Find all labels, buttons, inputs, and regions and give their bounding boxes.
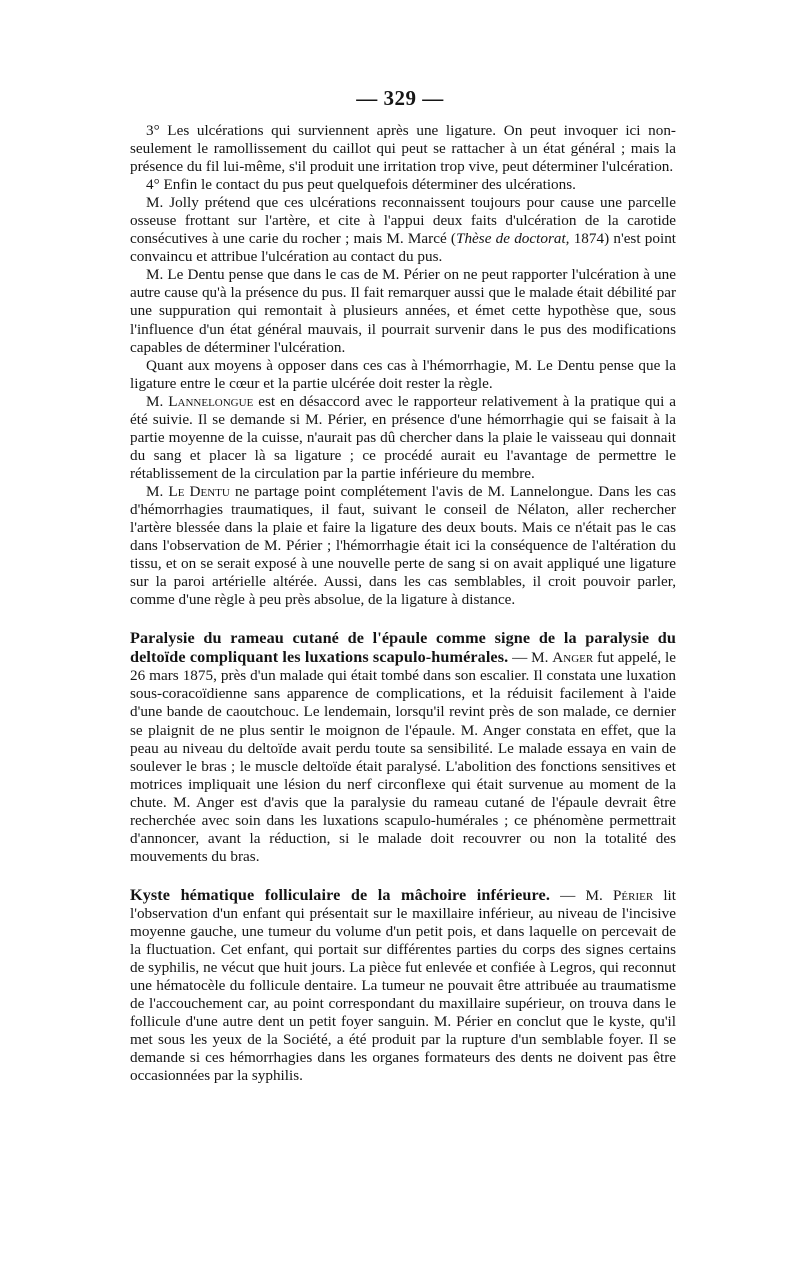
author-anger: Anger [552,649,594,667]
paragraph-ulceration-ligature: 3° Les ulcérations qui surviennent après une ligature. On peut invoquer ici non-seulement le ramollissement du caillot qui peut se rattacher à un état général ; mais la présence du fil lui-même, s'il produit une irritation trop vive, peut déterminer l'ulcération. [130,122,676,176]
section-paralysie-rameau-cutane [130,629,676,866]
paragraph-le-dentu-pus: M. Le Dentu pense que dans le cas de M. Périer on ne peut rapporter l'ulcération à une autre cause qu'à la présence du pus. Il fait remarquer aussi que le malade était débilité par une suppuration qui remontait à plusieurs années, et émet cette hypothèse que, sous l'influence d'un état général mauvais, il pourrait survenir dans le pus des modifications capables de déterminer l'ulcération. [130,266,676,356]
jolly-text-b: 1874) n'est point convaincu et attribue l'ulcération au contact du pus. [130,230,677,266]
paragraph-jolly [130,194,676,266]
lannelongue-lead: M. [146,392,169,410]
section2-dash: — M. [549,886,613,904]
section-heading-paralysie: Paralysie du rameau cutané de l'épaule comme signe de la paralysie du deltoïde compliquant les luxations scapulo-humérales. [130,629,676,667]
section-kyste-hematique [130,886,676,1086]
author-perier: Périer [612,886,654,904]
author-lannelongue: Lannelongue [168,392,254,410]
these-de-doctorat: Thèse de doctorat, [456,230,570,248]
body-text [130,122,676,1085]
paragraph-le-dentu-reply [130,483,676,609]
section1-dash: — M. [508,649,553,667]
jolly-text-a: M. Jolly prétend que ces ulcérations reconnaissent toujours pour cause une parcelle osseuse frottant sur l'artère, et cite à l'appui deux faits d'ulcération de la carotide consécutives à une carie du rocher ; mais M. Marcé ( [130,194,676,248]
page-number: — 329 — [356,86,444,110]
paragraph-lannelongue [130,393,676,483]
le-dentu-rest: ne partage point complétement l'avis de M. Lannelongue. Dans les cas d'hémorrhagies traumatiques, il faut, suivant le conseil de Nélaton, aller rechercher l'artère blessée dans la plaie et faire la ligature des deux bouts. Mais ce n'était pas le cas dans l'observation de M. Périer ; l'hémorrhagie était ici la conséquence de l'altération du tissu, et on se serait exposé à une nouvelle perte de sang si on avait appliqué une ligature sur la paroi artérielle altérée. Aussi, dans les cas semblables, il croit pouvoir parler, comme d'une règle à peu près absolue, de la ligature à distance. [130,482,676,609]
lannelongue-rest: est en désaccord avec le rapporteur relativement à la pratique qui a été suivie. Il se demande si M. Périer, en présence d'une hémorrhagie qui se faisait à la partie moyenne de la cuisse, n'aurait pas dû chercher dans la plaie le vaisseau qui donnait du sang et placer là sa ligature ; ce procédé aurait eu l'avantage de permettre le rétablissement de la circulation par la partie inférieure du membre. [130,392,676,482]
paragraph-hemorrhagie-moyens: Quant aux moyens à opposer dans ces cas à l'hémorrhagie, M. Le Dentu pense que la ligature entre le cœur et la partie ulcérée doit rester la règle. [130,356,676,392]
paragraph-contact-pus: 4° Enfin le contact du pus peut quelquefois déterminer des ulcérations. [146,176,576,194]
section1-body: fut appelé, le 26 mars 1875, près d'un malade qui était tombé dans son escalier. Il constata une luxation sous-coracoïdienne sans apparence de complications, et la réduisit facilement à l'aide d'une bande de caoutchouc. Le lendemain, lorsqu'il revint près de son malade, ce dernier se plaignit de ne plus sentir le moignon de l'épaule. M. Anger constata en effet, que la peau au niveau du deltoïde avait perdu toute sa sensibilité. Le malade essaya en vain de soulever le bras ; le muscle deltoïde était paralysé. L'abolition des fonctions sensitives et motrices impliquait une lésion du nerf circonflexe qui était survenue au moment de la chute. M. Anger est d'avis que la paralysie du rameau cutané de l'épaule devrait être recherchée avec soin dans les luxations scapulo-humérales ; ce phénomène permettrait d'annoncer, avant la réduction, si le malade doit recouvrer ou non la totalité des mouvements du bras. [130,649,676,865]
le-dentu-lead: M. [146,482,169,500]
section2-body: lit l'observation d'un enfant qui présentait sur le maxillaire inférieur, au niveau de l'incisive moyenne gauche, une tumeur du volume d'un petit pois, et dans laquelle on percevait de la fluctuation. Cet enfant, qui portait sur différentes parties du corps des signes certains de syphilis, ne vécut que huit jours. La pièce fut enlevée et confiée à Legros, qui reconnut une hématocèle du follicule dentaire. La tumeur ne pouvait être attribuée au traumatisme de l'accouchement car, au point correspondant du maxillaire supérieur, on trouva dans le follicule d'une autre dent un petit foyer sanguin. M. Périer en conclut que le kyste, qu'il met sous les yeux de la Société, a été produit par la rupture d'un semblable foyer. Il se demande si ces hémorrhagies dans les organes formateurs des dents ne doivent pas être occasionnées par la syphilis. [130,886,676,1085]
author-le-dentu: Le Dentu [168,482,230,500]
section-heading-kyste: Kyste hématique folliculaire de la mâchoire inférieure. [130,885,550,904]
